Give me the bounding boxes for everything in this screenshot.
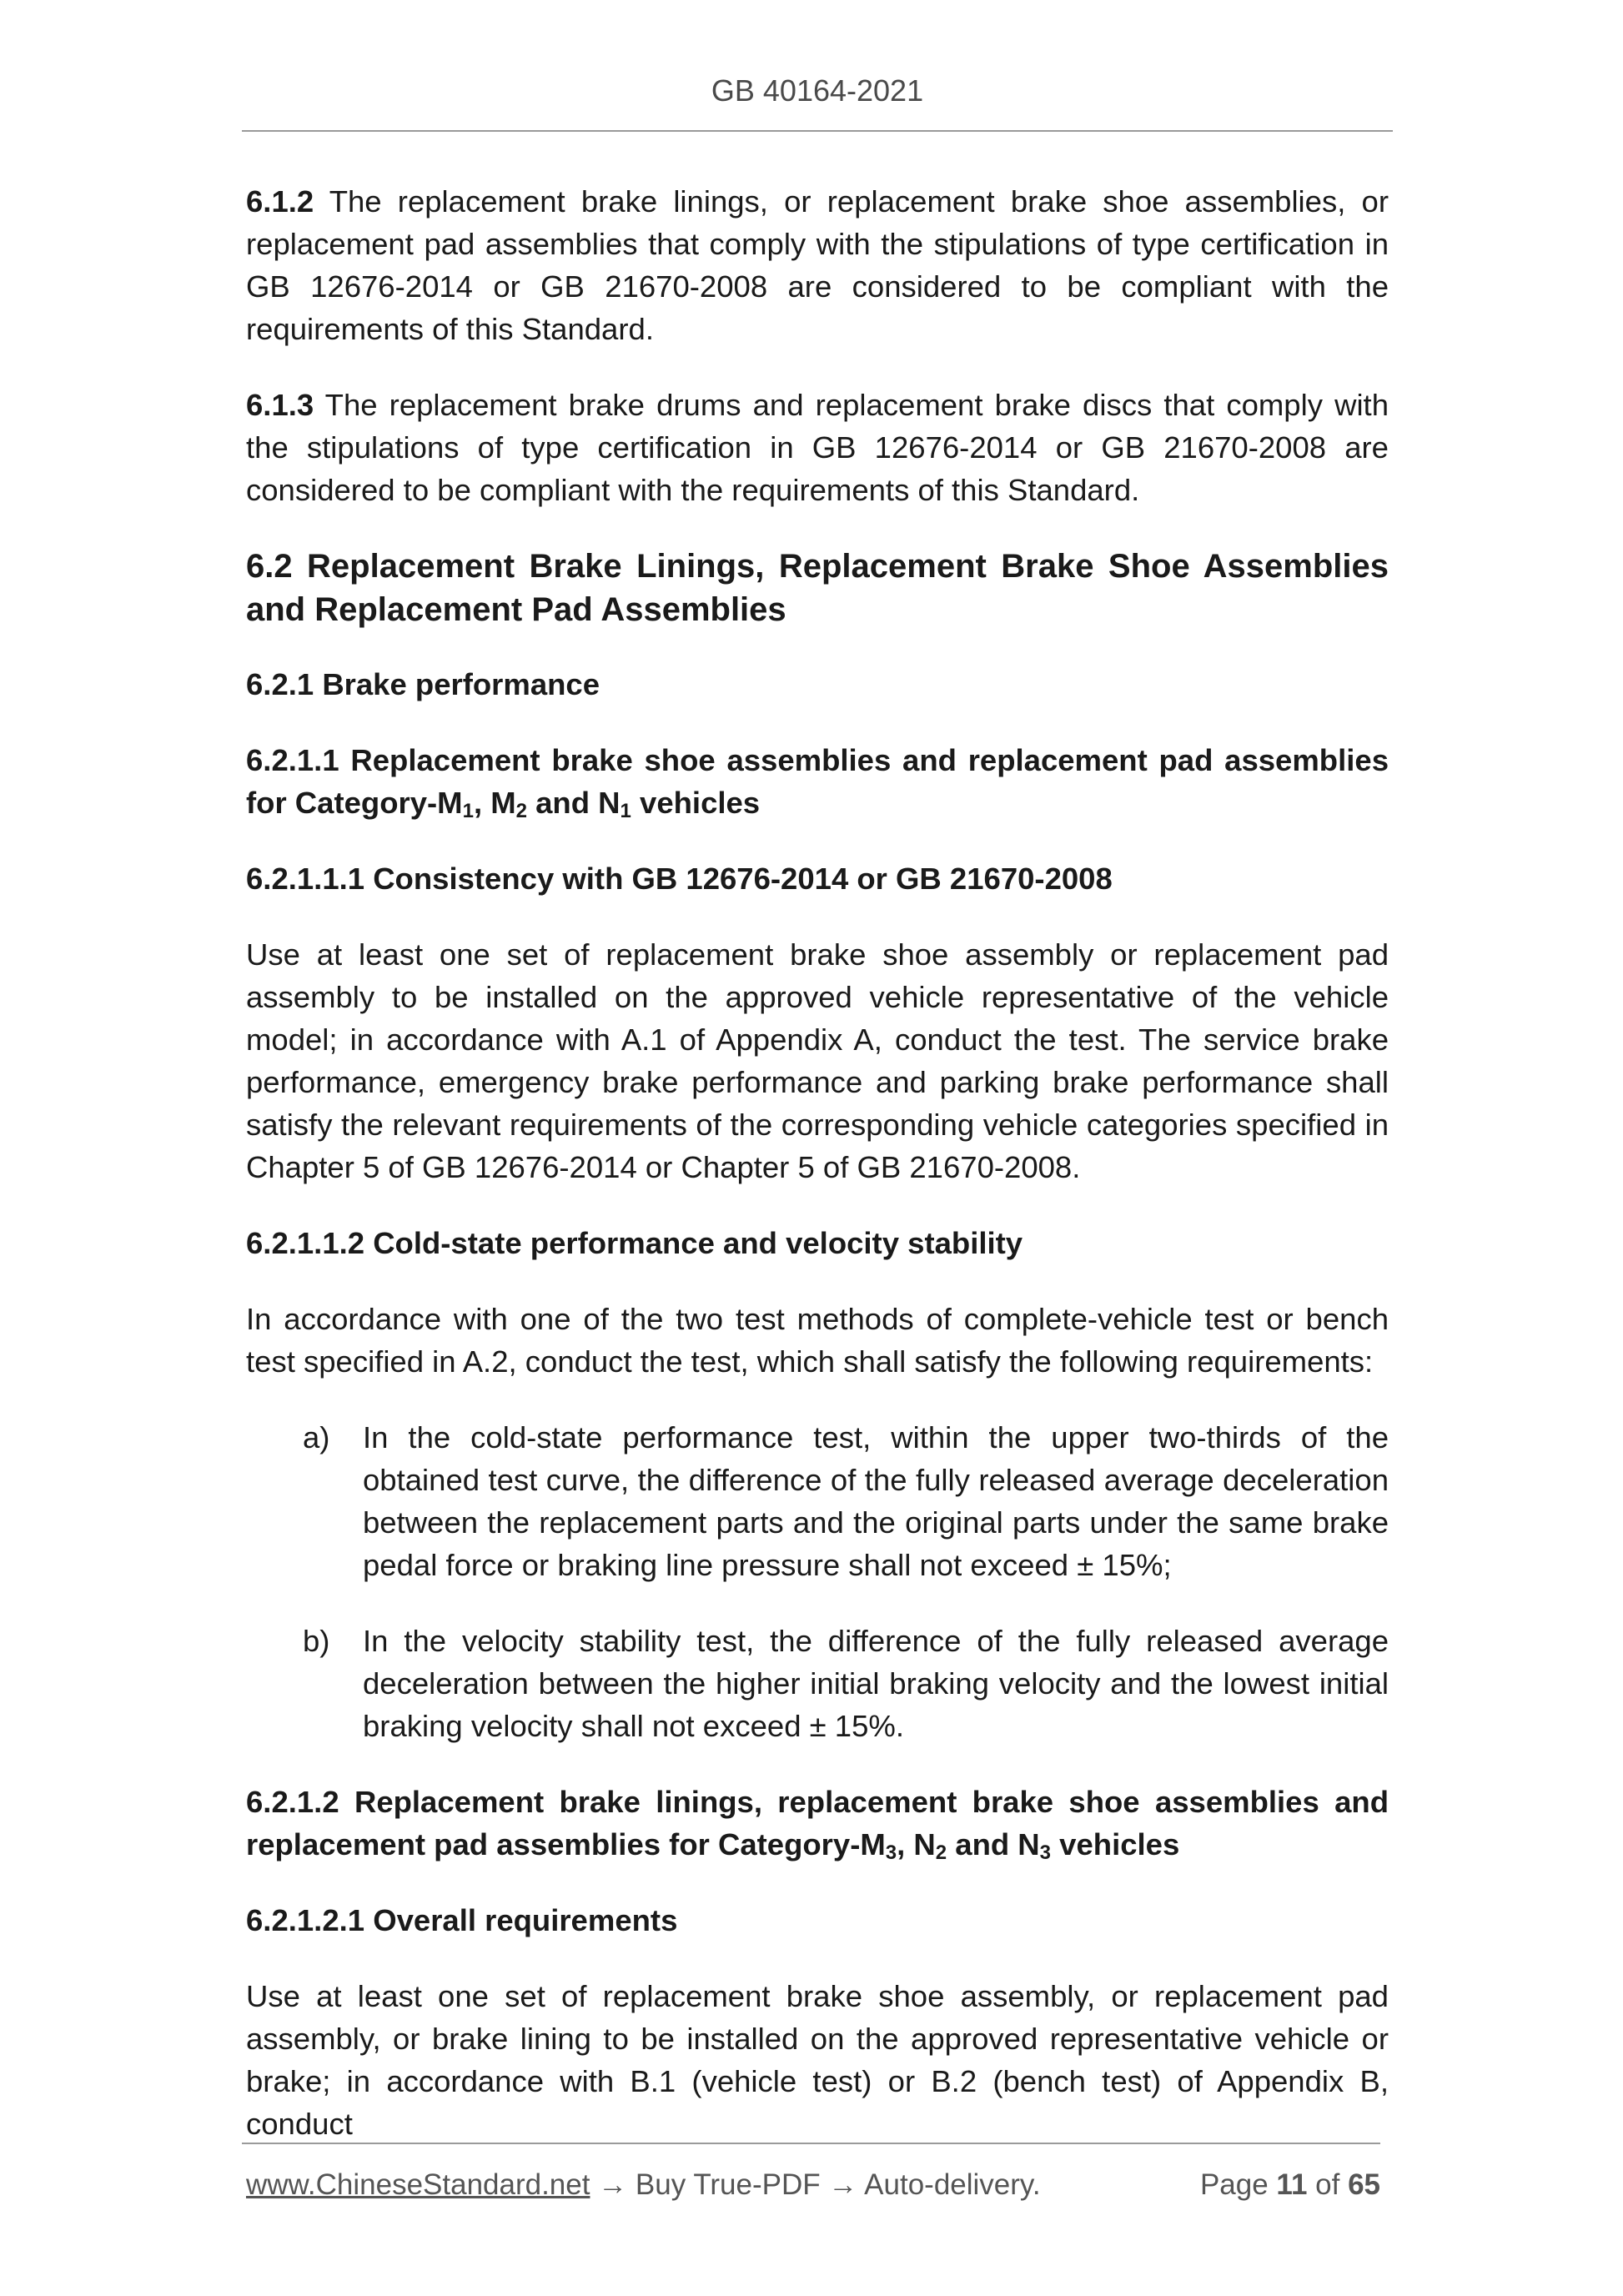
clause-number: 6.1.2 xyxy=(246,184,314,219)
page-indicator: Page 11 of 65 xyxy=(1199,2168,1380,2201)
list-marker: a) xyxy=(303,1420,330,1454)
paragraph-6-2-1-2-1: Use at least one set of replacement brake shoe assembly, or replacement pad assembly, or brake lining to be installed on the approved representative vehicle or brake; in accordance with B.1 (vehicle test) or B.2 (bench test) of Appendix B, conduct xyxy=(246,1979,1389,2141)
clause-text: The replacement brake linings, or replacement brake shoe assemblies, or replacement pad assemblies that comply with the stipulations of type certification in GB 12676-2014 or GB 21670-2008 are considered to be compliant with the requirements of this Standard. xyxy=(246,184,1389,346)
footer-promo xyxy=(246,2168,1041,2202)
footer-promo-text: → Buy True-PDF → Auto-delivery. xyxy=(590,2168,1041,2201)
list-item-b xyxy=(246,1620,1389,1747)
section-heading-6-2-1-1-2: 6.2.1.1.2 Cold-state performance and velocity stability xyxy=(246,1226,1023,1260)
list-item-a xyxy=(246,1416,1389,1586)
footer-divider xyxy=(242,2143,1380,2144)
website-link[interactable]: www.ChineseStandard.net xyxy=(246,2168,590,2201)
paragraph-6-2-1-1-1: Use at least one set of replacement brake shoe assembly or replacement pad assembly to be installed on the approved vehicle representative of the vehicle model; in accordance with A.1 of Appendix A, conduct the test. The service brake performance, emergency brake performance and parking brake performance shall satisfy the relevant requirements of the corresponding vehicle categories specified in Chapter 5 of GB 12676-2014 or Chapter 5 of GB 21670-2008. xyxy=(246,937,1389,1184)
page-total: 65 xyxy=(1348,2168,1380,2201)
document-body xyxy=(246,180,1389,2145)
section-heading-6-2-1-2-1: 6.2.1.2.1 Overall requirements xyxy=(246,1903,678,1937)
section-heading-6-2-1-1-1: 6.2.1.1.1 Consistency with GB 12676-2014 or GB 21670-2008 xyxy=(246,862,1113,896)
clause-6-1-2 xyxy=(246,180,1389,350)
section-heading-6-2-1-2: 6.2.1.2 Replacement brake linings, replacement brake shoe assemblies and replacement pad assemblies for Category-$M_3$, $N_2$ and $N_3$ vehicles xyxy=(246,1785,1389,1864)
clause-6-1-3 xyxy=(246,384,1389,511)
paragraph-6-2-1-1-2: In accordance with one of the two test methods of complete-vehicle test or bench test specified in A.2, conduct the test, which shall satisfy the following requirements: xyxy=(246,1302,1389,1379)
page-number: 11 xyxy=(1276,2168,1308,2201)
section-heading-6-2: 6.2 Replacement Brake Linings, Replacement Brake Shoe Assemblies and Replacement Pad Assemblies xyxy=(246,548,1389,628)
list-marker: b) xyxy=(303,1624,330,1658)
clause-text: The replacement brake drums and replacement brake discs that comply with the stipulations of type certification in GB 12676-2014 or GB 21670-2008 are considered to be compliant with the requirements of this Standard. xyxy=(246,388,1389,507)
page-header xyxy=(242,73,1393,108)
section-heading-6-2-1: 6.2.1 Brake performance xyxy=(246,667,600,701)
list-item-text: In the velocity stability test, the difference of the fully released average deceleration between the higher initial braking velocity and the lowest initial braking velocity shall not exceed ± 15%. xyxy=(363,1624,1389,1743)
list-item-text: In the cold-state performance test, within the upper two-thirds of the obtained test curve, the difference of the fully released average deceleration between the replacement parts and the original parts under the same brake pedal force or braking line pressure shall not exceed ± 15%; xyxy=(363,1420,1389,1582)
document-id: GB 40164-2021 xyxy=(711,73,924,108)
header-divider xyxy=(242,130,1393,132)
clause-number: 6.1.3 xyxy=(246,388,314,422)
section-heading-6-2-1-1: 6.2.1.1 Replacement brake shoe assemblies and replacement pad assemblies for Category-$M_1$, $M_2$ and $N_1$ vehicles xyxy=(246,743,1389,822)
